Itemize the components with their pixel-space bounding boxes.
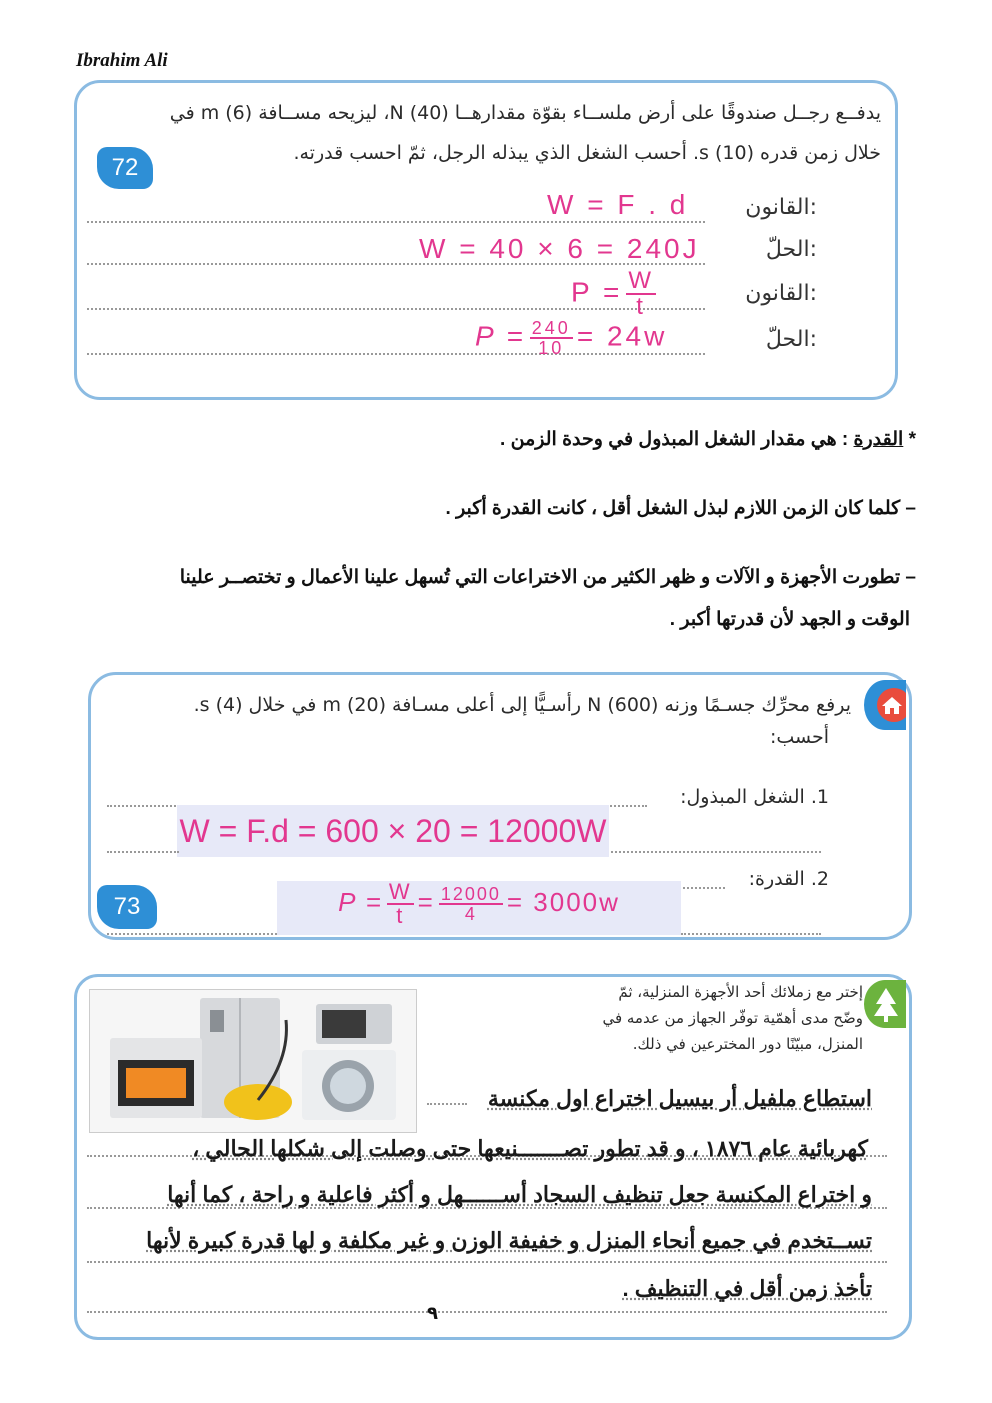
item2-numerator: W	[388, 879, 412, 904]
definition-text: : هي مقدار الشغل المبذول في وحدة الزمن .	[500, 429, 849, 450]
item2-rhs: = 3000w	[506, 886, 620, 917]
exercise-72-panel	[74, 80, 898, 400]
exercise-household-prompt-line2: وضّح مدى أهمّية توفّر الجهاز من عدمه في	[602, 1009, 863, 1027]
exercise-72-badge: 72	[97, 147, 153, 189]
exercise-73-item2-label: 2. القدرة:	[748, 868, 829, 890]
author-name: Ibrahim Ali	[76, 50, 168, 71]
exercise-household-prompt-line1: إختر مع زملائك أحد الأجهزة المنزلية، ثمّ	[618, 983, 863, 1001]
law-2-formula	[571, 269, 660, 319]
page-number: ٩	[427, 1303, 438, 1324]
exercise-73-item1-answer: W = F.d = 600 × 20 = 12000W	[177, 805, 609, 857]
item2-denominator-2: 4	[464, 904, 477, 924]
solution-label-1: الحلّ:	[765, 237, 817, 262]
definition-term: القدرة	[853, 429, 904, 450]
exercise-73-panel	[88, 672, 912, 940]
exercise-72-question-line1: يدفــع رجــل صندوقًا على أرض ملســاء بقوّة مقدارهــا (40) N، ليزيحه مســافة (6) m في	[169, 102, 881, 124]
solution-2-numerator: 240	[531, 318, 571, 338]
note-point-2-line1: – تطورت الأجهزة و الآلات و ظهر الكثير من الاختراعات التي تُسهل علينا الأعمال و تختصــر علينا	[179, 567, 916, 588]
answer-line-3: و اختراع المكنسة جعل تنظيف السجاد أســــــهل و أكثر فاعلية و راحة ، كما أنها	[167, 1182, 872, 1207]
power-definition	[500, 428, 916, 451]
house-icon	[864, 680, 906, 730]
solution-2-rhs: = 24w	[576, 320, 668, 352]
law-2-lhs: P =	[571, 276, 623, 308]
note-point-1: – كلما كان الزمن اللازم لبذل الشغل أقل ، كانت القدرة أكبر .	[445, 498, 916, 519]
answer-line-1: استطاع ملفيل أر بيسيل اختراع اول مكنسة	[487, 1086, 872, 1111]
law-2-denominator: t	[636, 293, 646, 320]
exercise-72-question-line2: خلال زمن قدره (10) s. أحسب الشغل الذي يبذله الرجل، ثمّ احسب قدرته.	[293, 142, 881, 164]
answer-line-5: تأخذ زمن أقل في التنظيف .	[622, 1276, 872, 1301]
definition-bullet: *	[908, 429, 916, 450]
solution-2-formula	[475, 319, 667, 357]
tree-icon	[864, 980, 906, 1028]
answer-line-4: تســتخدم في جميع أنحاء المنزل و خفيفة الوزن و غير مكلفة و لها قدرة كبيرة لأنها	[146, 1228, 872, 1253]
exercise-73-item2-answer	[277, 881, 681, 935]
law-2-numerator: W	[628, 267, 654, 294]
law-1-formula: W = F . d	[547, 189, 689, 220]
appliances-image	[89, 989, 417, 1133]
item2-lhs: P =	[338, 886, 383, 917]
exercise-73-question-line2: أحسب:	[769, 726, 829, 748]
item2-denominator: t	[396, 903, 405, 928]
answer-line-2: كهربائية عام ١٨٧٦ ، و قد تطور تصـــــــنيعها حتى وصلت إلى شكلها الحالي ،	[192, 1136, 868, 1161]
item2-equals: =	[417, 886, 435, 917]
exercise-73-question-line1: يرفع محرِّك جسـمًا وزنه (600) N رأسـيًّا إلى أعلى مسـافة (20) m في خلال (4) s.	[193, 694, 851, 716]
exercise-household-prompt-line3: المنزل، مبيّنًا دور المخترعين في ذلك.	[632, 1035, 863, 1053]
law-label-2: القانون:	[745, 281, 817, 306]
solution-2-denominator: 10	[538, 338, 565, 358]
law-label-1: القانون:	[745, 195, 817, 220]
solution-1-formula: W = 40 × 6 = 240J	[419, 233, 700, 264]
note-point-2-line2: الوقت و الجهد لأن قدرتها أكبر .	[669, 609, 910, 630]
item2-numerator-2: 12000	[440, 884, 501, 904]
exercise-73-badge: 73	[97, 885, 157, 929]
solution-2-lhs: P =	[475, 320, 526, 352]
solution-label-2: الحلّ:	[765, 327, 817, 352]
exercise-73-item1-label: 1. الشغل المبذول:	[680, 786, 829, 808]
